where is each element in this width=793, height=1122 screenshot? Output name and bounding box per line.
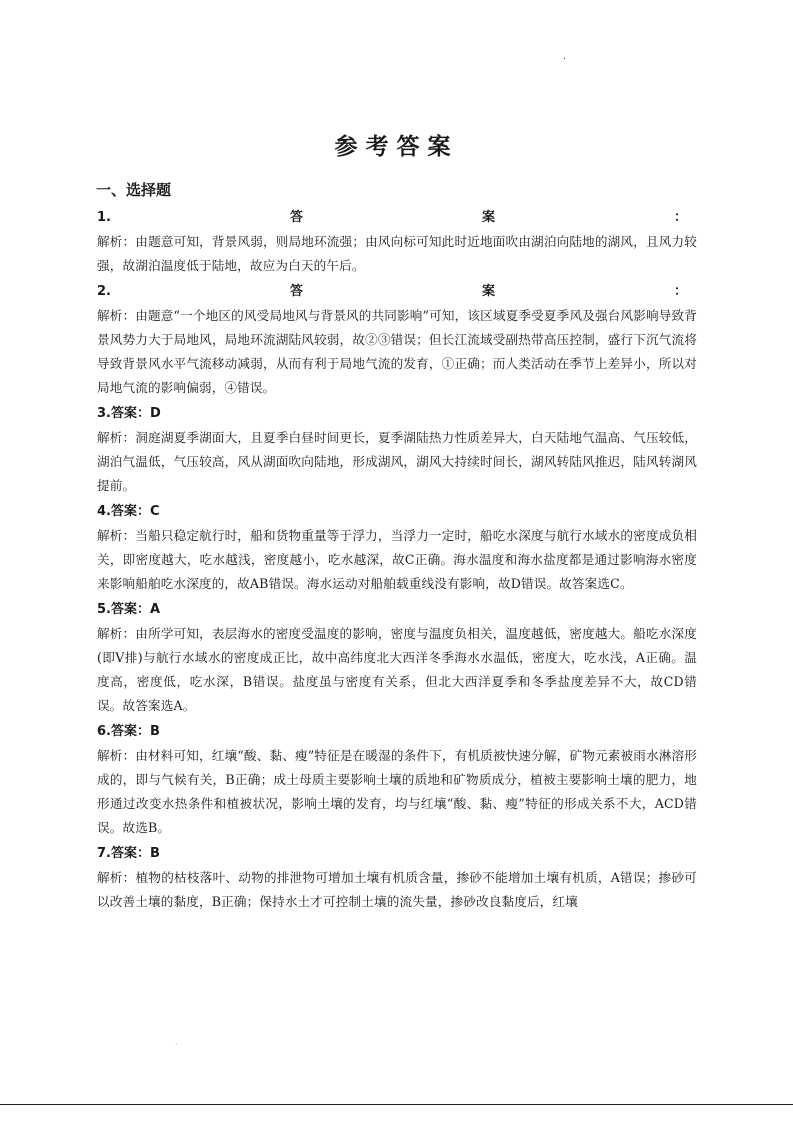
question-7-heading: 7.答案：B (97, 846, 160, 861)
question-6-heading: 6.答案：B (97, 724, 160, 739)
question-3-explanation: 解析：洞庭湖夏季湖面大，且夏季白昼时间更长，夏季湖陆热力性质差异大，白天陆地气温高、气压较低，湖泊气温低，气压较高，风从湖面吹向陆地，形成湖风，湖风大持续时间长，湖风转陆风推迟，陆风转湖风提前。 (97, 430, 697, 493)
answer-label-colon: ： (673, 210, 687, 225)
answer-label-char: 答 (289, 284, 303, 299)
question-7-explanation: 解析：植物的枯枝落叶、动物的排泄物可增加土壤有机质含量，掺砂不能增加土壤有机质，A错误；掺砂可以改善土壤的黏度，B正确；保持水土才可控制土壤的流失量，掺砂改良黏度后，红壤 (97, 870, 697, 909)
answer-label-colon: ： (673, 284, 687, 299)
corner-mark: . (563, 51, 567, 62)
question-1-explanation: 解析：由题意可知，背景风弱，则局地环流强；由风向标可知此时近地面吹由湖泊向陆地的湖风，且风力较强，故湖泊温度低于陆地，故应为白天的午后。 (97, 234, 697, 273)
question-2-heading (97, 280, 697, 304)
question-1-heading (97, 206, 697, 230)
question-number: 1. (97, 210, 111, 225)
footer-mark: · (175, 1040, 178, 1049)
answer-label-char: 案 (481, 210, 495, 225)
question-6-explanation: 解析：由材料可知，红壤“酸、黏、瘦”特征是在暖湿的条件下，有机质被快速分解，矿物元素被雨水淋溶形成的，即与气候有关，B正确；成土母质主要影响土壤的质地和矿物质成分，植被主要影响土壤的肥力，地形通过改变水热条件和植被状况，影响土壤的发育，均与红壤“酸、黏、瘦”特征的形成关系不大，ACD错误。故选B。 (97, 748, 697, 835)
answer-content (97, 178, 697, 916)
bottom-rule (0, 1104, 793, 1105)
question-number: 2. (97, 284, 111, 299)
question-5-heading: 5.答案：A (97, 602, 161, 617)
answer-label-char: 答 (289, 210, 303, 225)
answer-label-char: 案 (481, 284, 495, 299)
page-title: 参考答案 (334, 134, 459, 160)
section-heading: 一、选择题 (96, 181, 172, 199)
question-4-heading: 4.答案：C (97, 504, 160, 519)
question-3-heading: 3.答案：D (97, 406, 161, 421)
question-4-explanation: 解析：当船只稳定航行时，船和货物重量等于浮力，当浮力一定时，船吃水深度与航行水域水的密度成负相关，即密度越大，吃水越浅，密度越小，吃水越深，故C正确。海水温度和海水盐度都是通过影响海水密度来影响船舶吃水深度的，故AB错误。海水运动对船舶载重线没有影响，故D错误。故答案选C。 (97, 528, 697, 591)
question-5-explanation: 解析：由所学可知，表层海水的密度受温度的影响，密度与温度负相关，温度越低，密度越大。船吃水深度(即V排)与航行水域水的密度成正比，故中高纬度北大西洋冬季海水水温低，密度大，吃水浅，A正确。温度高，密度低，吃水深，B错误。盐度虽与密度有关系，但北大西洋夏季和冬季盐度差异不大，故CD错误。故答案选A。 (97, 626, 697, 713)
question-2-explanation: 解析：由题意“一个地区的风受局地风与背景风的共同影响”可知，该区域夏季受夏季风及强台风影响导致背景风势力大于局地风，局地环流湖陆风较弱，故②③错误；但长江流域受副热带高压控制，盛行下沉气流将导致背景风水平气流移动减弱，从而有利于局地气流的发育，①正确；而人类活动在季节上差异小，所以对局地气流的影响偏弱，④错误。 (97, 308, 697, 395)
